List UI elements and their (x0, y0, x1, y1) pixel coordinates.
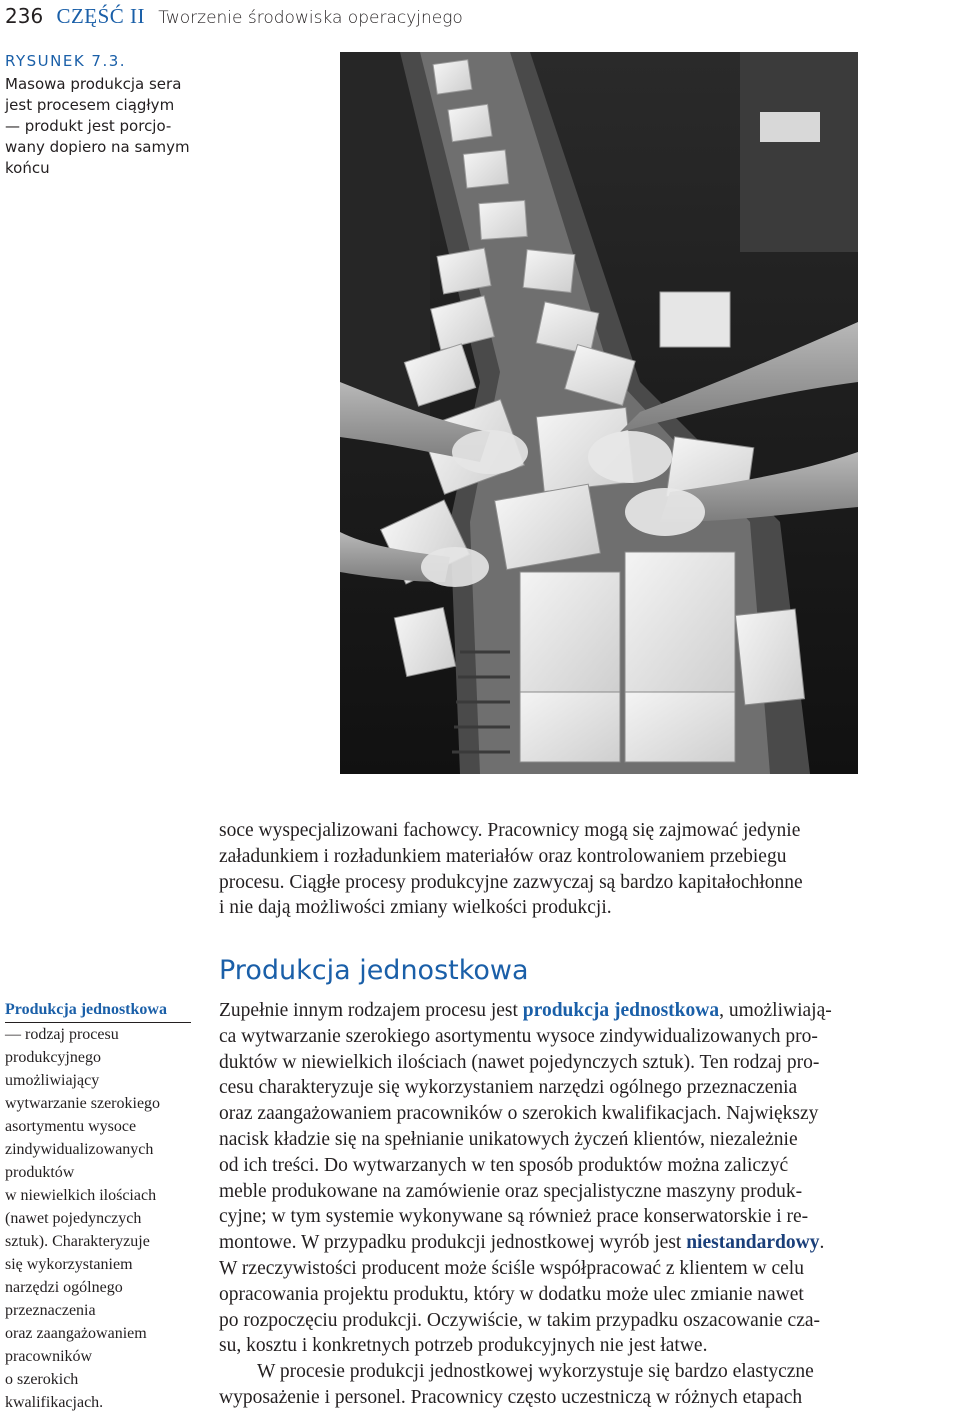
part-title: Tworzenie środowiska operacyjnego (158, 8, 463, 28)
text-line: cesu charakteryzuje się wykorzystaniem narzędzi ogólnego przeznaczenia (219, 1077, 798, 1099)
text-line: po rozpoczęciu produkcji. Oczywiście, w takim przypadku oszacowanie cza- (219, 1309, 820, 1331)
text-line: su, kosztu i konkretnych potrzeb produkcyjnych nie jest łatwe. (219, 1335, 708, 1357)
caption-line: wany dopiero na samym (5, 138, 190, 156)
keyword-term: niestandardowy (686, 1232, 820, 1254)
definition-line: przeznaczenia (5, 1302, 96, 1319)
caption-line: końcu (5, 159, 50, 177)
definition-line: produkcyjnego (5, 1049, 101, 1066)
definition-line: zindywidualizowanych (5, 1141, 154, 1158)
definition-line: produktów (5, 1164, 75, 1181)
definition-line: się wykorzystaniem (5, 1256, 133, 1273)
definition-line: wytwarzanie szerokiego (5, 1095, 161, 1112)
text-line (219, 998, 957, 1024)
text-line: nacisk kładzie się na spełnianie unikatowych życzeń klientów, niezależnie (219, 1128, 798, 1150)
text-line: ca wytwarzanie szerokiego asortymentu wysoce zindywidualizowanych pro- (219, 1025, 818, 1047)
section-body (219, 998, 957, 1411)
definition-term: Produkcja jednostkowa (5, 998, 191, 1023)
conveyor-illustration (340, 52, 858, 774)
text-fragment: , umożliwiają- (719, 1000, 832, 1021)
margin-definition (5, 998, 195, 1414)
definition-line: umożliwiający (5, 1072, 100, 1089)
definition-line: — rodzaj procesu (5, 1026, 119, 1043)
text-line (219, 1230, 957, 1256)
text-line: procesu. Ciągłe procesy produkcyjne zazwyczaj są bardzo kapitałochłonne (219, 871, 803, 893)
part-label: CZĘŚĆ II (56, 4, 146, 28)
text-line: meble produkowane na zamówienie oraz specjalistyczne maszyny produk- (219, 1180, 803, 1202)
figure-caption (5, 74, 205, 179)
text-line: oraz zaangażowaniem pracowników o szerokich kwalifikacjach. Największy (219, 1103, 819, 1125)
definition-line: kwalifikacjach. (5, 1394, 104, 1411)
text-fragment: . (819, 1232, 825, 1254)
keyword-term: produkcja jednostkowa (522, 1000, 720, 1021)
caption-line: jest procesem ciągłym (5, 96, 175, 114)
text-line: opracowania projektu produktu, który w dodatku może ulec zmianie nawet (219, 1283, 804, 1305)
text-line: wyposażenie i personel. Pracownicy często uczestniczą w różnych etapach (219, 1386, 803, 1408)
text-line: i nie dają możliwości zmiany wielkości produkcji. (219, 897, 612, 919)
definition-line: sztuk). Charakteryzuje (5, 1233, 150, 1250)
text-line: W rzeczywistości producent może ściśle współpracować z klientem w celu (219, 1257, 804, 1279)
definition-line: w niewielkich ilościach (5, 1187, 157, 1204)
text-fragment: Zupełnie innym rodzajem procesu jest (219, 1000, 523, 1021)
definition-line: narzędzi ogólnego (5, 1279, 123, 1296)
definition-line: o szerokich (5, 1371, 79, 1388)
caption-line: — produkt jest porcjo- (5, 117, 172, 135)
figure-photo (340, 52, 858, 774)
body-paragraph-continued (219, 818, 957, 921)
text-line: W procesie produkcji jednostkowej wykorzystuje się bardzo elastyczne (257, 1361, 814, 1383)
definition-line: pracowników (5, 1348, 93, 1365)
caption-line: Masowa produkcja sera (5, 75, 182, 93)
running-header (5, 4, 463, 29)
definition-line: (nawet pojedynczych (5, 1210, 142, 1227)
definition-line: asortymentu wysoce (5, 1118, 137, 1135)
text-line: od ich treści. Do wytwarzanych w ten sposób produktów można zaliczyć (219, 1154, 789, 1176)
text-line: duktów w niewielkich ilościach (nawet pojedynczych sztuk). Ten rodzaj pro- (219, 1051, 820, 1073)
section-heading: Produkcja jednostkowa (219, 955, 529, 986)
text-fragment: montowe. W przypadku produkcji jednostkowej wyrób jest (219, 1232, 687, 1254)
page-number: 236 (5, 4, 44, 28)
figure-label: RYSUNEK 7.3. (5, 52, 127, 70)
text-line: cyjne; w tym systemie wykonywane są również prace konserwatorskie i re- (219, 1206, 809, 1228)
text-line: załadunkiem i rozładunkiem materiałów oraz kontrolowaniem przebiegu (219, 845, 787, 867)
definition-line: oraz zaangażowaniem (5, 1325, 147, 1342)
text-line: soce wyspecjalizowani fachowcy. Pracownicy mogą się zajmować jedynie (219, 820, 801, 841)
